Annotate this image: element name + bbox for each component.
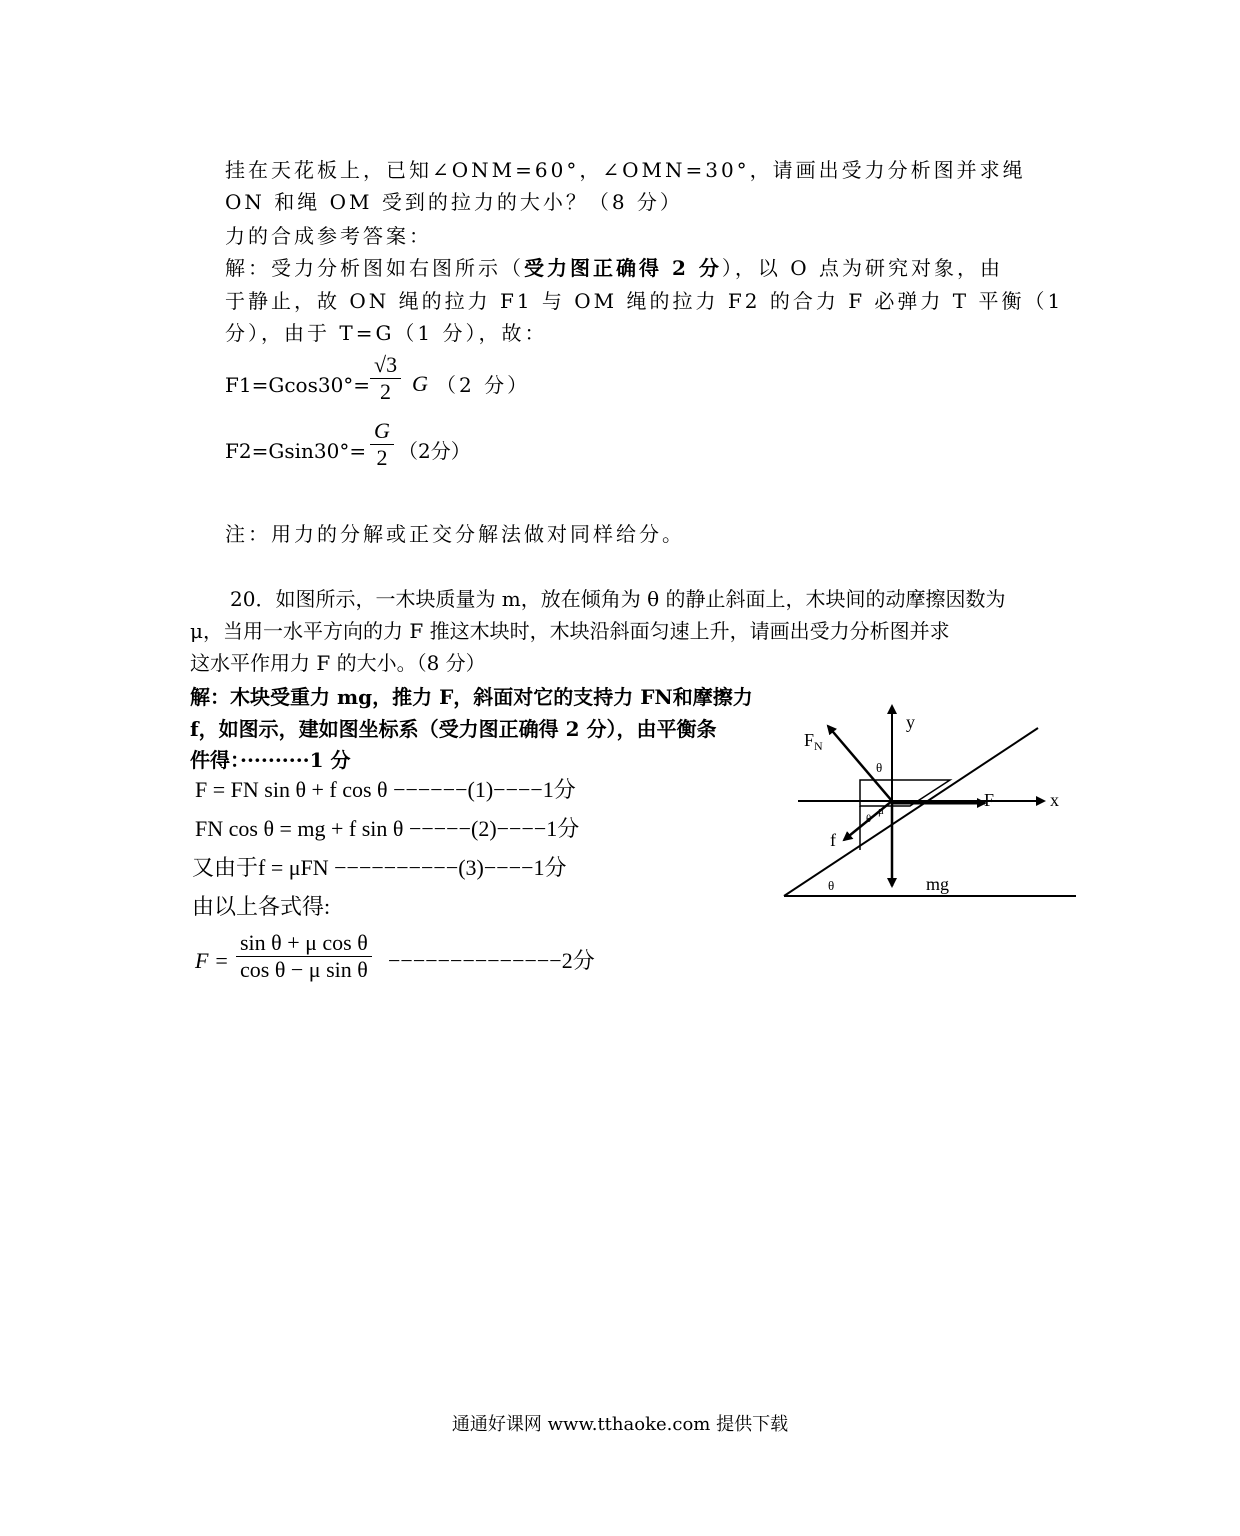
q19-solution-score-bold: 受力图正确得 2 分 — [524, 256, 722, 280]
label-theta-ground: θ — [828, 878, 835, 893]
q20-line1: 20．如图所示，一木块质量为 m，放在倾角为 θ 的静止斜面上，木块间的动摩擦因数为 — [230, 587, 1006, 611]
final-tail: −−−−−−−−−−−−−−2分 — [388, 948, 595, 973]
f2-denominator: 2 — [376, 445, 388, 470]
q20-solution-line1: 解：木块受重力 mg，推力 F，斜面对它的支持力 FN和摩擦力 — [190, 685, 753, 709]
q20-line3: 这水平作用力 F 的大小。（8 分） — [190, 651, 486, 675]
equation-3: 又由于f = μFN −−−−−−−−−−(3)−−−−1分 — [192, 855, 567, 880]
final-numerator: sin θ + μ cos θ — [240, 930, 368, 955]
label-theta-top: θ — [876, 760, 883, 775]
label-friction: f — [830, 830, 836, 850]
q19-solution-line3: 分），由于 T=G（1 分），故： — [225, 321, 548, 345]
q19-line2: ON 和绳 OM 受到的拉力的大小？（8 分） — [225, 190, 683, 214]
label-theta-block: θ — [866, 813, 872, 825]
f1-variable: G — [412, 371, 428, 396]
f2-fraction — [370, 418, 394, 471]
equation-1: F = FN sin θ + f cos θ −−−−−−(1)−−−−1分 — [195, 777, 576, 802]
label-normal-force: $F_N$ — [804, 730, 823, 753]
label-x: x — [1050, 790, 1059, 810]
q19-solution-line2: 于静止，故 ON 绳的拉力 F1 与 OM 绳的拉力 F2 的合力 F 必弹力 T 平衡（1 — [225, 289, 1064, 313]
page-footer: 通通好课网 www.tthaoke.com 提供下载 — [451, 1414, 789, 1435]
q20-solution-line3: 件得：··········1 分 — [190, 748, 351, 772]
equation-4: 由以上各式得: — [192, 894, 331, 919]
label-mu: μ — [878, 805, 884, 817]
f1-score: （2 分） — [436, 373, 531, 397]
final-fraction — [236, 930, 372, 983]
f1-numerator: √3 — [374, 352, 398, 377]
f1-lhs: F1=Gcos30°= — [225, 373, 371, 397]
f1-fraction — [370, 352, 401, 405]
q19-answer-heading: 力的合成参考答案： — [225, 224, 432, 248]
label-gravity: mg — [926, 874, 950, 894]
f1-denominator: 2 — [380, 379, 392, 404]
q20-line2: μ，当用一水平方向的力 F 推这木块时，木块沿斜面匀速上升，请画出受力分析图并求 — [190, 619, 950, 643]
f2-score: （2分） — [398, 439, 471, 463]
q19-note: 注：用力的分解或正交分解法做对同样给分。 — [225, 522, 685, 546]
q19-solution-line1 — [225, 256, 1003, 280]
equation-2: FN cos θ = mg + f sin θ −−−−−(2)−−−−1分 — [195, 816, 580, 841]
f2-lhs: F2=Gsin30°= — [225, 439, 367, 463]
incline-line — [784, 728, 1038, 896]
q19-line1: 挂在天花板上，已知∠ONM=60°，∠OMN=30°，请画出受力分析图并求绳 — [225, 158, 1026, 182]
f2-numerator: G — [374, 418, 390, 443]
q19-solution-text-a: 解：受力分析图如右图所示（ — [225, 256, 524, 280]
final-denominator: cos θ − μ sin θ — [240, 957, 368, 982]
q20-solution-line2: f，如图示，建如图坐标系（受力图正确得 2 分），由平衡条 — [190, 717, 717, 741]
label-y: y — [906, 712, 915, 732]
label-push-force: F — [984, 790, 995, 810]
final-lhs: F = — [195, 948, 229, 973]
q19-solution-text-b: ），以 O 点为研究对象，由 — [721, 256, 1003, 280]
force-diagram — [780, 700, 1100, 920]
